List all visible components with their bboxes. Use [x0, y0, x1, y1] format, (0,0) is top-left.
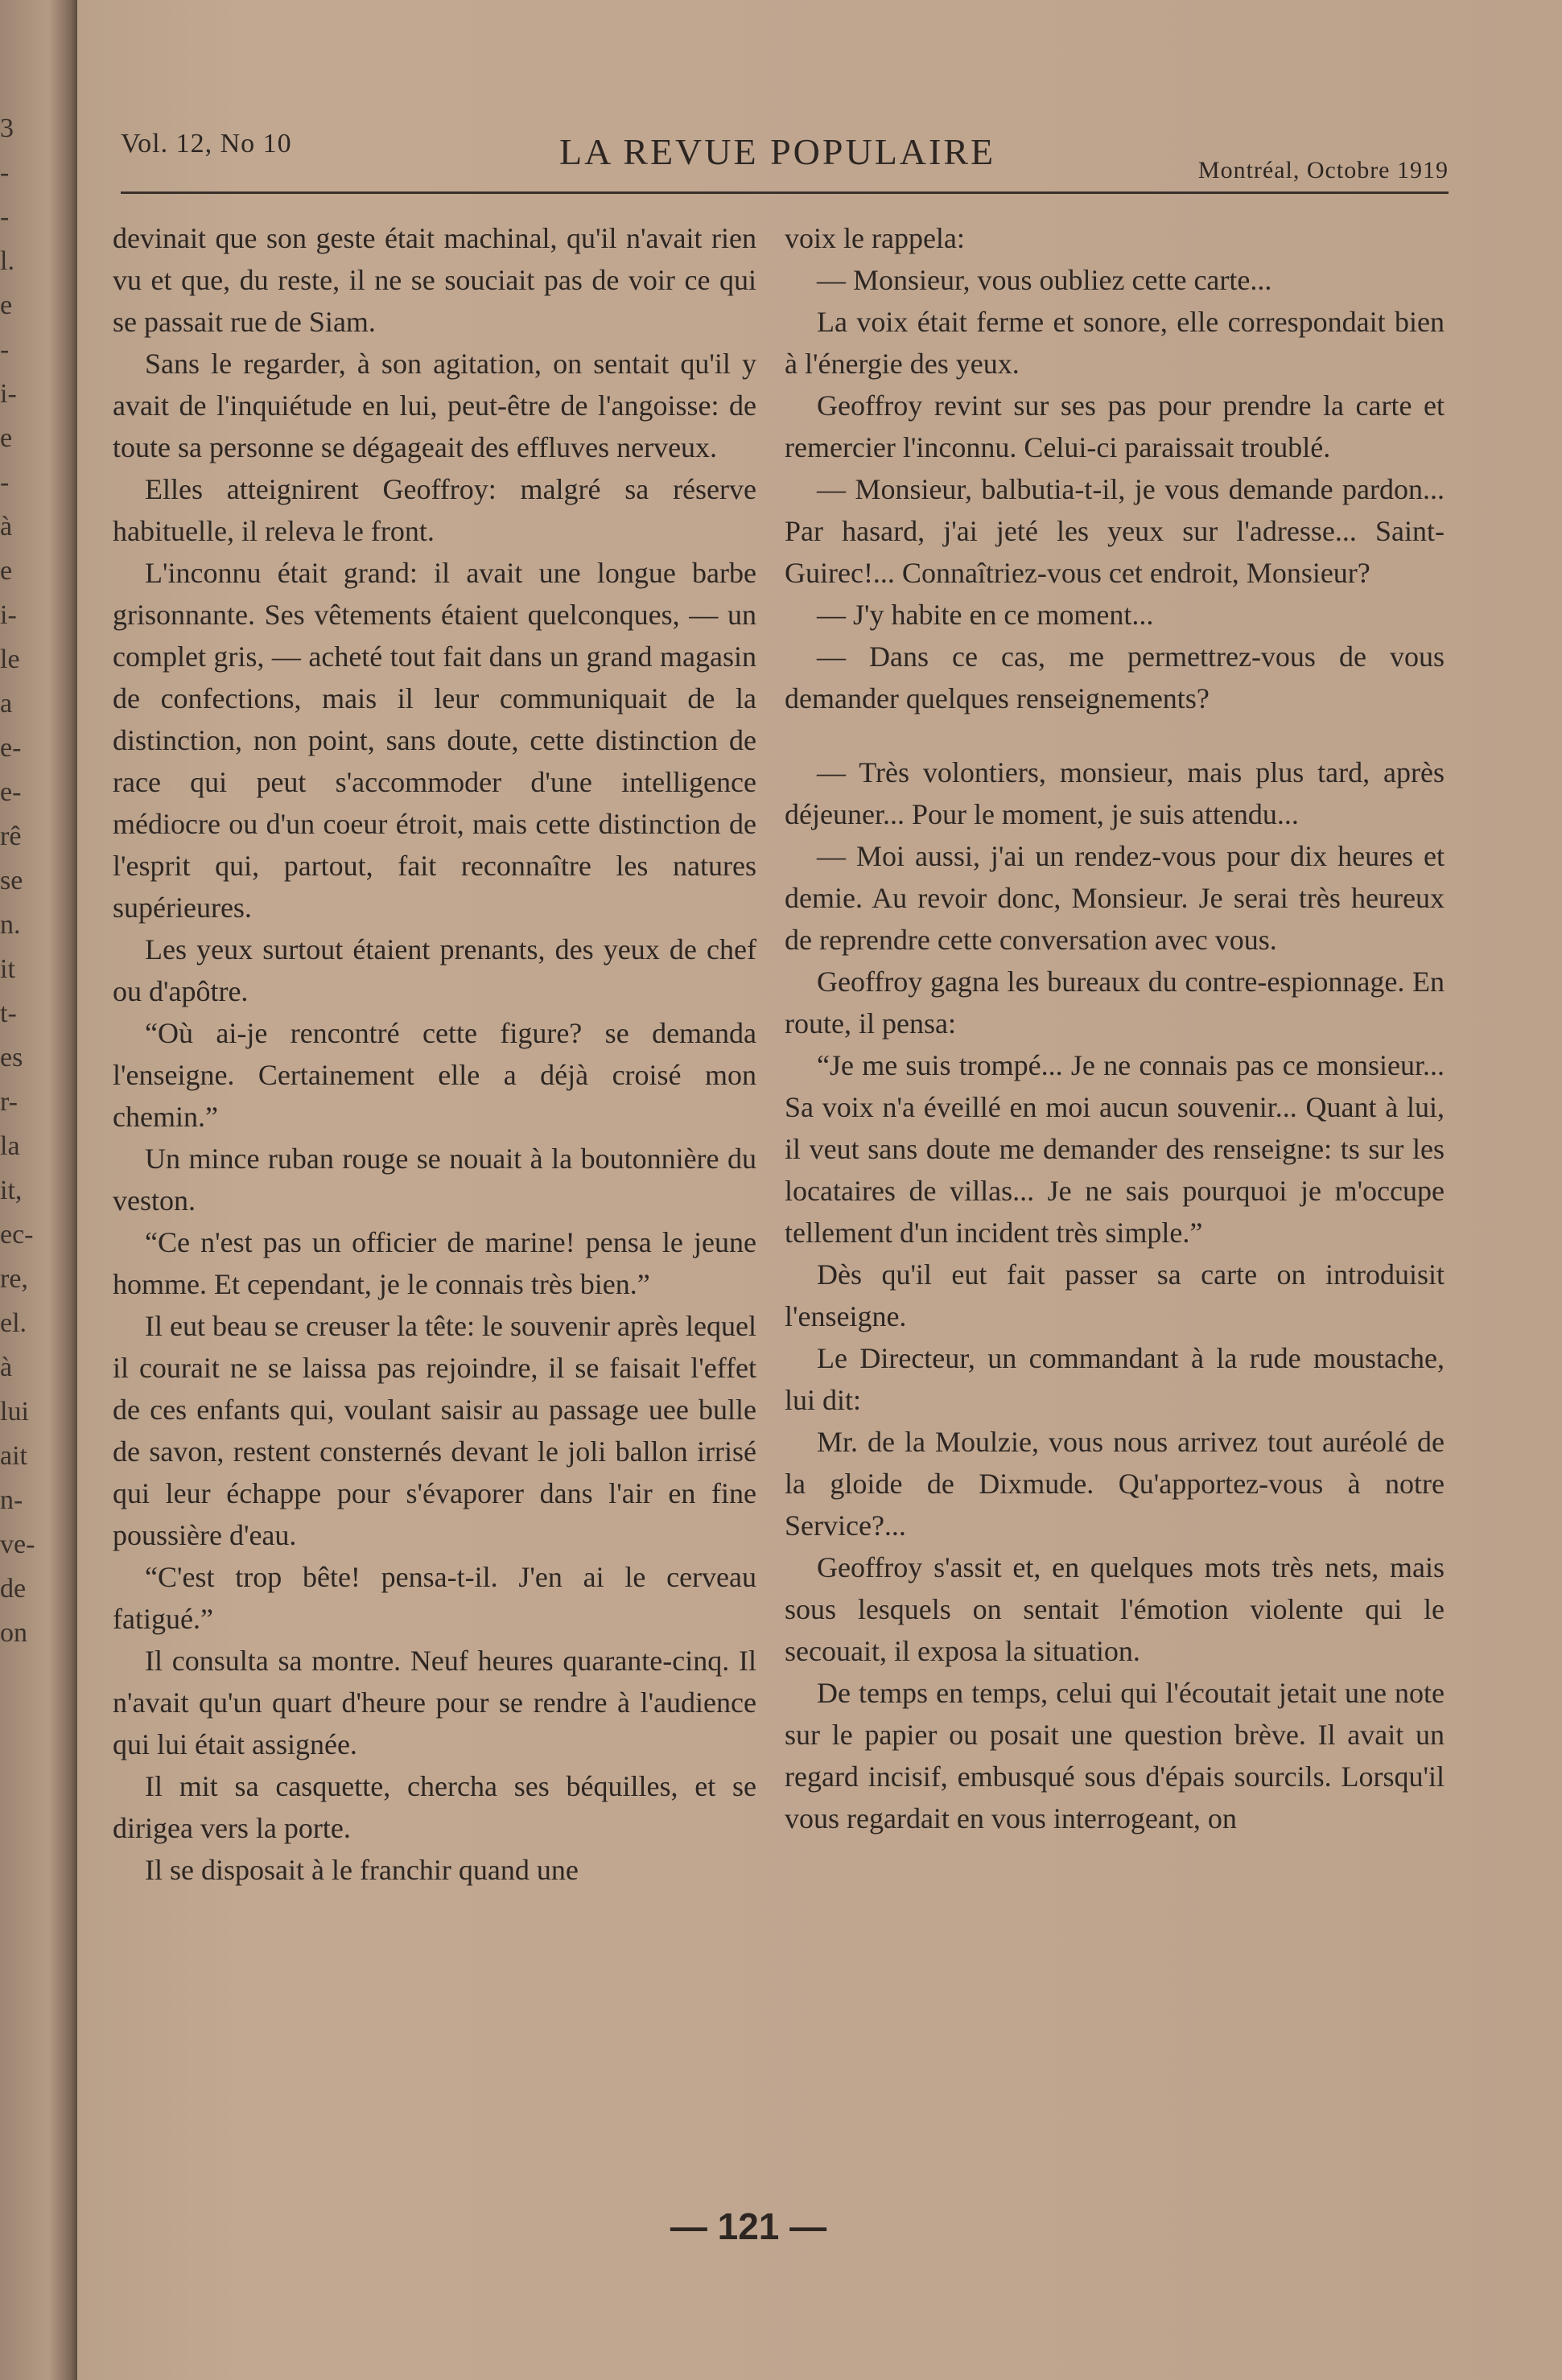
paragraph: Il mit sa casquette, chercha ses béquilles, et se dirigea vers la porte.	[113, 1770, 756, 1844]
paragraph: Dès qu'il eut fait passer sa carte on introduisit l'enseigne.	[785, 1258, 1445, 1332]
header-rule	[121, 191, 1449, 194]
previous-page-fragment: r-	[0, 1087, 18, 1117]
paragraph: “Où ai-je rencontré cette figure? se demanda l'enseigne. Certainement elle a déjà croisé mon chemin.”	[113, 1017, 756, 1133]
paragraph: Un mince ruban rouge se nouait à la boutonnière du veston.	[113, 1143, 756, 1217]
paragraph: — J'y habite en ce moment...	[817, 599, 1154, 631]
paragraph: L'inconnu était grand: il avait une longue barbe grisonnante. Ses vêtements étaient quelconques, — un complet gris, — acheté tout fait dans un grand magasin de confections, mais il leur communiquait de la distinction, non point, sans doute, cette distinction de race qui peut s'accommoder d'une intelligence médiocre ou d'un coeur étroit, mais cette distinction de l'esprit qui, partout, fait reconnaître les natures supérieures.	[113, 557, 756, 924]
previous-page-fragment: i-	[0, 379, 17, 409]
previous-page-fragment: -	[0, 335, 10, 364]
place-date: Montréal, Octobre 1919	[1197, 157, 1449, 183]
previous-page-fragment: n.	[0, 910, 21, 940]
previous-page-fragment: l.	[0, 246, 14, 276]
previous-page-fragment: se	[0, 866, 23, 896]
paragraph: Sans le regarder, à son agitation, on sentait qu'il y avait de l'inquiétude en lui, peut-être de l'angoisse: de toute sa personne se dégageait des effluves nerveux.	[113, 348, 756, 463]
paragraph: “C'est trop bête! pensa-t-il. J'en ai le cerveau fatigué.”	[113, 1561, 756, 1635]
previous-page-fragment: re,	[0, 1264, 28, 1294]
previous-page-fragment: rê	[0, 821, 22, 851]
paragraph: “Je me suis trompé... Je ne connais pas ce monsieur... Sa voix n'a éveillé en moi aucun souvenir... Quant à lui, il veut sans doute me demander des renseigne: ts sur les locataires de villas... Je ne sais pourquoi je m'occupe tellement d'un incident très simple.”	[785, 1049, 1445, 1249]
paragraph: Elles atteignirent Geoffroy: malgré sa réserve habituelle, il releva le front.	[113, 473, 756, 547]
page-number: — 121 —	[670, 2205, 827, 2247]
previous-page-fragment: e	[0, 556, 13, 586]
journal-title: LA REVUE POPULAIRE	[559, 131, 996, 172]
previous-page-fragment: e-	[0, 733, 22, 763]
previous-page-fragment: à	[0, 1353, 13, 1382]
paragraph: “Ce n'est pas un officier de marine! pensa le jeune homme. Et cependant, je le connais très bien.”	[113, 1226, 756, 1300]
previous-page-fragment: ait	[0, 1441, 27, 1471]
paragraph: devinait que son geste était machinal, qu'il n'avait rien vu et que, du reste, il ne se souciait pas de voir ce qui se passait rue de Siam.	[113, 222, 756, 338]
previous-page-fragment: e	[0, 423, 13, 453]
paragraph: — Moi aussi, j'ai un rendez-vous pour dix heures et demie. Au revoir donc, Monsieur. Je serai très heureux de reprendre cette conversation avec vous.	[785, 840, 1445, 956]
paragraph: — Monsieur, balbutia-t-il, je vous demande pardon... Par hasard, j'ai jeté les yeux sur l'adresse... Saint-Guirec!... Connaîtriez-vous cet endroit, Monsieur?	[785, 473, 1445, 589]
previous-page-fragment: e	[0, 290, 13, 320]
paragraph: — Très volontiers, monsieur, mais plus tard, après déjeuner... Pour le moment, je suis attendu...	[785, 756, 1445, 830]
paragraph: Les yeux surtout étaient prenants, des yeux de chef ou d'apôtre.	[113, 933, 756, 1007]
paragraph: Il eut beau se creuser la tête: le souvenir après lequel il courait ne se laissa pas rejoindre, il se faisait l'effet de ces enfants qui, voulant saisir au passage uee bulle de savon, restent consternés devant le joli ballon irrisé qui leur échappe pour s'évaporer dans l'air en fine poussière d'eau.	[113, 1310, 756, 1551]
previous-page-edge	[0, 113, 48, 2205]
previous-page-fragment: on	[0, 1618, 27, 1648]
previous-page-fragment: ve-	[0, 1530, 35, 1559]
paragraph: voix le rappela:	[785, 222, 965, 254]
paragraph: La voix était ferme et sonore, elle correspondait bien à l'énergie des yeux.	[785, 306, 1445, 380]
paragraph: Geoffroy revint sur ses pas pour prendre la carte et remercier l'inconnu. Celui-ci paraissait troublé.	[785, 389, 1445, 463]
previous-page-fragment: i-	[0, 600, 17, 630]
previous-page-fragment: -	[0, 202, 10, 232]
previous-page-fragment: a	[0, 689, 13, 719]
paragraph: Il se disposait à le franchir quand une	[145, 1854, 579, 1886]
previous-page-fragment: t-	[0, 999, 17, 1028]
previous-page-fragment: el.	[0, 1308, 27, 1338]
paragraph: — Dans ce cas, me permettrez-vous de vous demander quelques renseignements?	[785, 640, 1445, 714]
running-header	[121, 121, 1449, 193]
previous-page-fragment: 3	[0, 113, 14, 143]
paragraph: Geoffroy s'assit et, en quelques mots très nets, mais sous lesquels on sentait l'émotion violente qui le secouait, il exposa la situation.	[785, 1551, 1445, 1667]
paragraph: Il consulta sa montre. Neuf heures quarante-cinq. Il n'avait qu'un quart d'heure pour se rendre à l'audience qui lui était assignée.	[113, 1645, 756, 1760]
previous-page-fragment: la	[0, 1131, 20, 1161]
previous-page-fragment: le	[0, 644, 20, 674]
left-column	[113, 217, 756, 1891]
previous-page-fragment: n-	[0, 1485, 23, 1515]
paragraph: De temps en temps, celui qui l'écoutait jetait une note sur le papier ou posait une question brève. Il avait un regard incisif, embusqué sous d'épais sourcils. Lorsqu'il vous regardait en vous interrogeant, on	[785, 1677, 1445, 1834]
previous-page-fragment: de	[0, 1574, 27, 1604]
paragraph: Mr. de la Moulzie, vous nous arrivez tout auréolé de la gloide de Dixmude. Qu'apportez-vous à notre Service?...	[785, 1426, 1445, 1542]
previous-page-fragment: à	[0, 512, 13, 541]
previous-page-fragment: es	[0, 1043, 23, 1073]
paragraph: Geoffroy gagna les bureaux du contre-espionnage. En route, il pensa:	[785, 966, 1445, 1040]
previous-page-fragment: ec-	[0, 1220, 34, 1250]
right-column	[785, 217, 1445, 1839]
paragraph: Le Directeur, un commandant à la rude moustache, lui dit:	[785, 1342, 1445, 1416]
previous-page-fragment: e-	[0, 777, 22, 807]
previous-page-fragment: it,	[0, 1176, 23, 1205]
previous-page-fragment: it	[0, 954, 15, 984]
previous-page-fragment: lui	[0, 1397, 29, 1427]
paragraph: — Monsieur, vous oubliez cette carte...	[817, 264, 1272, 296]
volume-number: Vol. 12, No 10	[121, 129, 292, 159]
paragraph-gap	[785, 719, 1445, 751]
previous-page-fragment: -	[0, 158, 10, 187]
previous-page-fragment: -	[0, 467, 10, 497]
